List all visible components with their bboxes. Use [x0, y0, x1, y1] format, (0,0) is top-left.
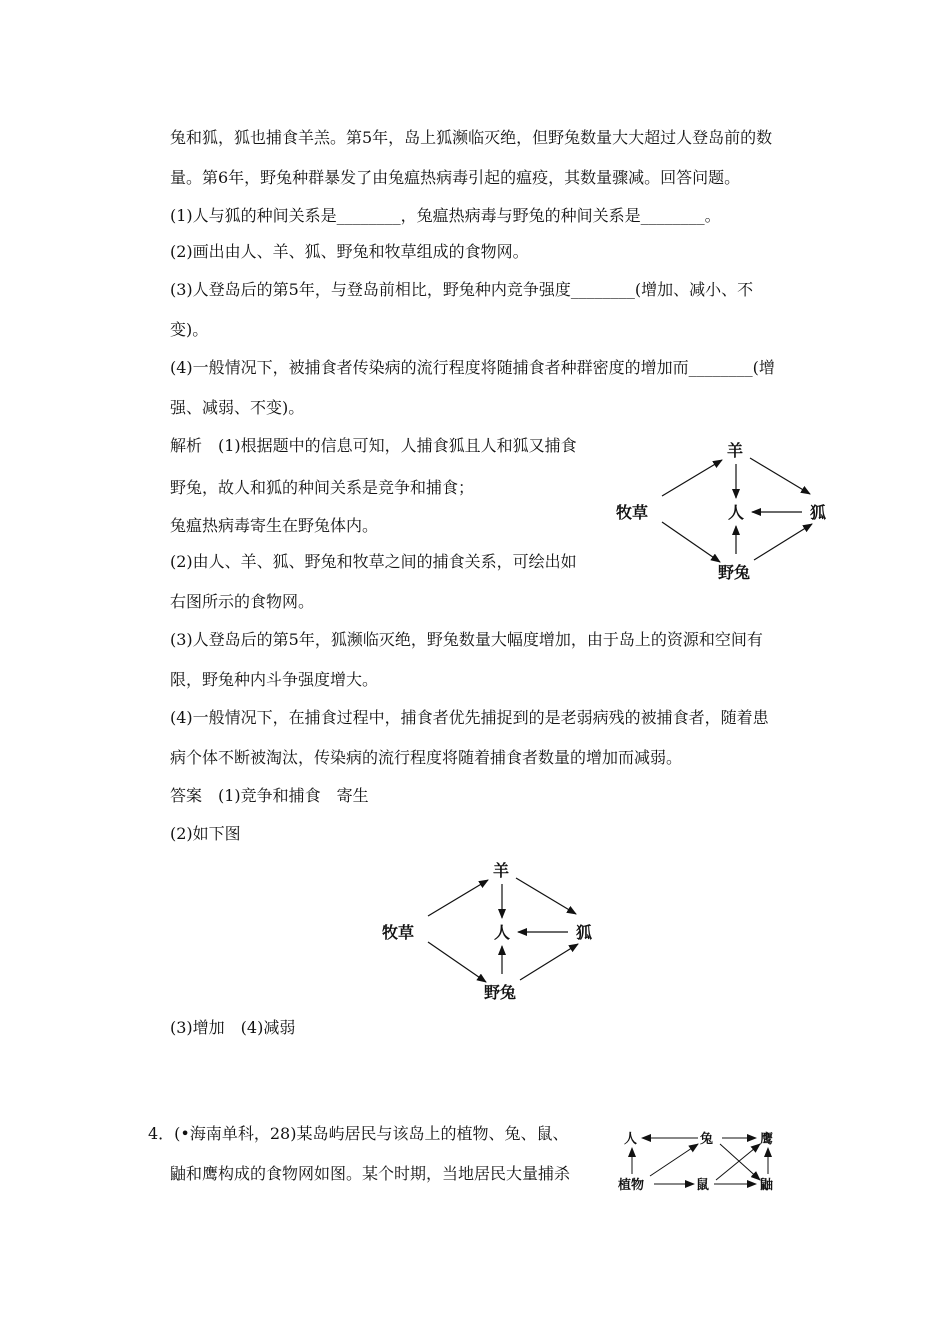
question-2: (2)画出由人、羊、狐、野兔和牧草组成的食物网。: [170, 242, 529, 261]
question-4-line-1: (4)一般情况下，被捕食者传染病的流行程度将随捕食者种群密度的增加而________(增: [170, 358, 775, 377]
intro-line-2: 量。第6年，野兔种群暴发了由兔瘟热病毒引起的瘟疫，其数量骤减。回答问题。: [170, 168, 741, 187]
question-4-line-2: 强、减弱、不变)。: [170, 398, 305, 417]
analysis-1-line-3: 兔瘟热病毒寄生在野兔体内。: [170, 516, 379, 535]
analysis-1-line-1: 解析 (1)根据题中的信息可知，人捕食狐且人和狐又捕食: [170, 436, 577, 455]
node-weasel: 鼬: [760, 1178, 774, 1193]
arrow-grass-to-rabbit: [428, 942, 486, 982]
analysis-3-line-1: (3)人登岛后的第5年，狐濒临灭绝，野兔数量大幅度增加，由于岛上的资源和空间有: [170, 630, 763, 649]
arrow-grass-to-sheep: [662, 460, 722, 496]
arrow-grass-to-sheep: [428, 880, 488, 916]
node-hawk: 鹰: [760, 1132, 774, 1147]
question-3-line-2: 变)。: [170, 320, 209, 339]
analysis-2-line-1: (2)由人、羊、狐、野兔和牧草之间的捕食关系，可绘出如: [170, 552, 577, 571]
analysis-3-line-2: 限，野兔种内斗争强度增大。: [170, 670, 379, 689]
food-web-diagram-analysis: [600, 430, 850, 590]
question-4-stem-line-1: 4．(•海南单科，28)某岛屿居民与该岛上的植物、兔、鼠、: [148, 1124, 569, 1143]
intro-line-1: 兔和狐，狐也捕食羊羔。第5年，岛上狐濒临灭绝，但野兔数量大大超过人登岛前的数: [170, 128, 773, 147]
node-human: 人: [494, 923, 511, 942]
node-rabbit: 野兔: [484, 983, 517, 1002]
node-human: 人: [624, 1132, 638, 1147]
node-rabbit: 野兔: [718, 563, 751, 582]
node-mouse: 鼠: [696, 1178, 710, 1193]
answer-line-3: (3)增加 (4)减弱: [170, 1018, 296, 1037]
answer-line-1: 答案 (1)竞争和捕食 寄生: [170, 786, 369, 805]
question-4-stem-line-2: 鼬和鹰构成的食物网如图。某个时期，当地居民大量捕杀: [170, 1164, 571, 1183]
food-web-diagram-question-4: [610, 1122, 790, 1200]
question-3-line-1: (3)人登岛后的第5年，与登岛前相比，野兔种内竞争强度________(增加、减小、不: [170, 280, 754, 299]
arrow-rabbit-to-fox: [520, 944, 578, 980]
analysis-1-line-2: 野兔，故人和狐的种间关系是竞争和捕食；: [170, 478, 475, 497]
arrow-sheep-to-fox: [516, 878, 576, 914]
node-plant: 植物: [618, 1178, 645, 1193]
arrow-plant-to-rabbit: [650, 1144, 698, 1176]
arrow-rabbit-to-fox: [754, 524, 812, 560]
node-rabbit: 兔: [700, 1132, 714, 1147]
arrow-sheep-to-fox: [750, 458, 810, 494]
node-sheep: 羊: [727, 441, 744, 460]
analysis-4-line-2: 病个体不断被淘汰，传染病的流行程度将随着捕食者数量的增加而减弱。: [170, 748, 683, 767]
node-sheep: 羊: [493, 861, 510, 880]
node-fox: 狐: [576, 923, 593, 942]
analysis-2-line-2: 右图所示的食物网。: [170, 592, 315, 611]
node-human: 人: [728, 503, 745, 522]
node-grass: 牧草: [382, 923, 415, 942]
node-grass: 牧草: [616, 503, 649, 522]
node-fox: 狐: [810, 503, 827, 522]
arrow-grass-to-rabbit: [662, 522, 720, 562]
analysis-4-line-1: (4)一般情况下，在捕食过程中，捕食者优先捕捉到的是老弱病残的被捕食者，随着患: [170, 708, 769, 727]
question-1: (1)人与狐的种间关系是________，兔瘟热病毒与野兔的种间关系是________。: [170, 206, 721, 225]
food-web-diagram-answer: [366, 850, 616, 1010]
answer-line-2: (2)如下图: [170, 824, 241, 843]
